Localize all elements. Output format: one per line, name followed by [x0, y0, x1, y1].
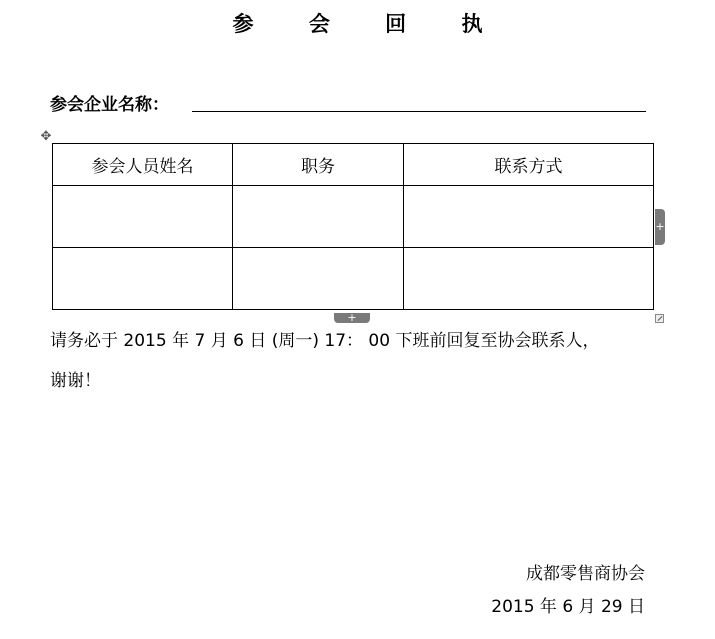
- signature-organization: 成都零售商协会: [526, 564, 645, 584]
- signature-date: 2015 年 6 月 29 日: [491, 597, 645, 617]
- table-cell[interactable]: [404, 186, 654, 248]
- table-cell[interactable]: [53, 186, 233, 248]
- company-name-input-line[interactable]: [192, 111, 646, 112]
- table-move-icon[interactable]: ✥: [40, 129, 52, 144]
- table-cell[interactable]: [53, 248, 233, 310]
- table-cell[interactable]: [233, 186, 404, 248]
- company-name-label: 参会企业名称：: [50, 95, 169, 115]
- header-contact: 联系方式: [404, 144, 654, 186]
- thanks-note: 谢谢！: [50, 371, 101, 391]
- table-row: [53, 248, 654, 310]
- add-column-icon[interactable]: +: [655, 209, 665, 245]
- table-resize-icon[interactable]: [655, 314, 664, 323]
- table-cell[interactable]: [404, 248, 654, 310]
- header-attendee-name: 参会人员姓名: [53, 144, 233, 186]
- table-row: [53, 186, 654, 248]
- header-position: 职务: [233, 144, 404, 186]
- attendee-table: [52, 143, 654, 310]
- document-title: 参 会 回 执: [232, 12, 507, 36]
- add-row-icon[interactable]: +: [334, 313, 370, 323]
- table-cell[interactable]: [233, 248, 404, 310]
- table-header-row: [53, 144, 654, 186]
- reply-deadline-note: 请务必于 2015 年 7 月 6 日 (周一) 17： 00 下班前回复至协会联系人，: [50, 331, 600, 351]
